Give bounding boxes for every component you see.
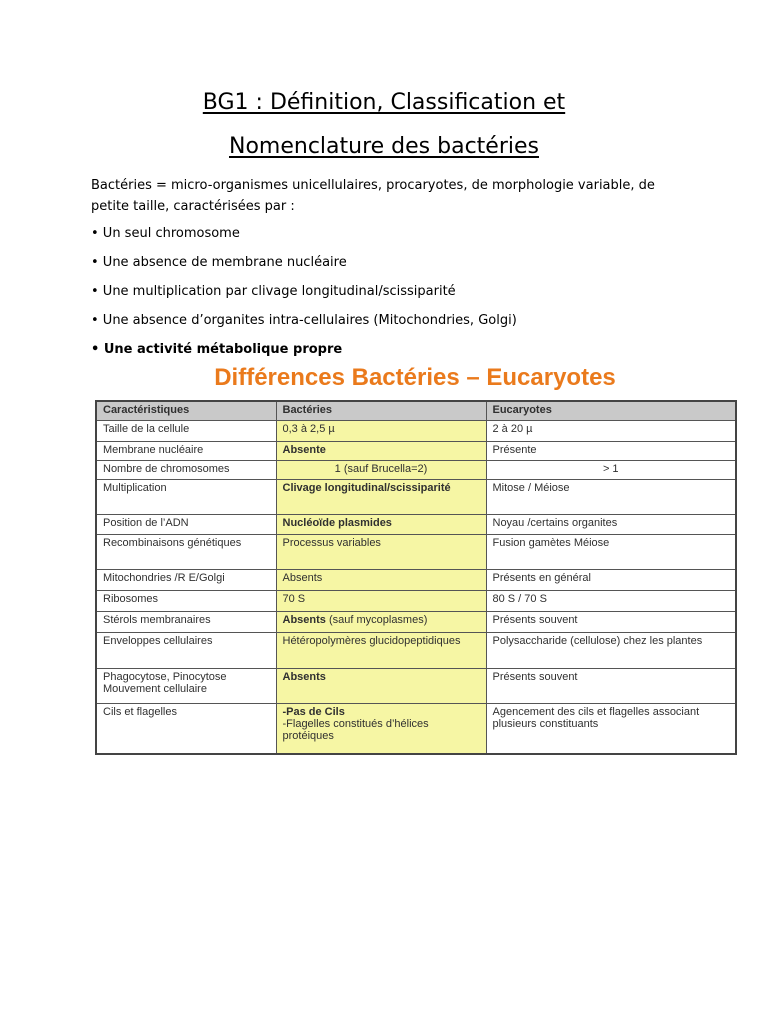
bacteria-line: -Pas de Cils: [282, 706, 345, 718]
table-row: [96, 421, 736, 442]
figure-heading: Différences Bactéries – Eucaryotes: [214, 364, 616, 391]
cell-characteristic: Recombinaisons génétiques: [96, 535, 276, 570]
list-item: • Une absence de membrane nucléaire: [91, 255, 347, 270]
cell-eukaryote: 80 S / 70 S: [486, 591, 736, 612]
table-row: [96, 442, 736, 461]
table-header-row: [96, 401, 736, 421]
table-row: [96, 535, 736, 570]
bacteria-line: -Flagelles constitués d’hélices protéiques: [282, 718, 429, 742]
table-row: [96, 515, 736, 535]
cell-bacteria: Hétéropolymères glucidopeptidiques: [276, 633, 486, 669]
list-item: • Une absence d’organites intra-cellulaires (Mitochondries, Golgi): [91, 313, 517, 328]
table-row: [96, 669, 736, 704]
cell-bacteria: Absents: [276, 669, 486, 704]
cell-bacteria: Nucléoïde plasmides: [276, 515, 486, 535]
cell-characteristic: Position de l’ADN: [96, 515, 276, 535]
cell-bacteria: Processus variables: [276, 535, 486, 570]
bacteria-value: Absents: [282, 614, 326, 626]
cell-bacteria: 70 S: [276, 591, 486, 612]
table-row: [96, 612, 736, 633]
cell-bacteria: Absents: [276, 570, 486, 591]
cell-eukaryote: Présents souvent: [486, 612, 736, 633]
cell-characteristic: Cils et flagelles: [96, 704, 276, 754]
cell-eukaryote: Fusion gamètes Méiose: [486, 535, 736, 570]
table-row: [96, 633, 736, 669]
column-header: Bactéries: [276, 401, 486, 421]
bacteria-note: (sauf mycoplasmes): [325, 614, 428, 626]
table-row: [96, 591, 736, 612]
cell-characteristic: Stérols membranaires: [96, 612, 276, 633]
cell-characteristic: [96, 669, 276, 704]
table-row: [96, 480, 736, 515]
comparison-table: [95, 400, 737, 755]
title-line-2: Nomenclature des bactéries: [229, 134, 539, 159]
cell-characteristic: Enveloppes cellulaires: [96, 633, 276, 669]
cell-characteristic: Nombre de chromosomes: [96, 461, 276, 480]
cell-eukaryote: > 1: [486, 461, 736, 480]
cell-characteristic: Multiplication: [96, 480, 276, 515]
cell-eukaryote: 2 à 20 µ: [486, 421, 736, 442]
list-item: • Une activité métabolique propre: [91, 342, 343, 357]
table-row: [96, 461, 736, 480]
cell-bacteria: [276, 612, 486, 633]
cell-bacteria: 0,3 à 2,5 µ: [276, 421, 486, 442]
column-header: Caractéristiques: [96, 401, 276, 421]
title-line-1: BG1 : Définition, Classification et: [202, 90, 566, 115]
table-row: [96, 704, 736, 754]
cell-characteristic: Membrane nucléaire: [96, 442, 276, 461]
cell-bacteria: [276, 704, 486, 754]
characteristic-line: Mouvement cellulaire: [103, 683, 207, 695]
cell-bacteria: Clivage longitudinal/scissiparité: [276, 480, 486, 515]
cell-eukaryote: Présents en général: [486, 570, 736, 591]
cell-characteristic: Ribosomes: [96, 591, 276, 612]
cell-eukaryote: Polysaccharide (cellulose) chez les plantes: [486, 633, 736, 669]
characteristic-line: Phagocytose, Pinocytose: [103, 671, 227, 683]
cell-bacteria: Absente: [276, 442, 486, 461]
cell-eukaryote: Agencement des cils et flagelles associant plusieurs constituants: [486, 704, 736, 754]
list-item: • Un seul chromosome: [91, 226, 240, 241]
table-row: [96, 570, 736, 591]
cell-eukaryote: Présente: [486, 442, 736, 461]
comparison-figure: [95, 363, 735, 742]
feature-list: [91, 224, 517, 369]
cell-eukaryote: Noyau /certains organites: [486, 515, 736, 535]
column-header: Eucaryotes: [486, 401, 736, 421]
cell-bacteria: 1 (sauf Brucella=2): [276, 461, 486, 480]
cell-eukaryote: Présents souvent: [486, 669, 736, 704]
intro-paragraph: Bactéries = micro-organismes unicellulaires, procaryotes, de morphologie variable, de petite taille, caractérisées par :: [91, 178, 655, 214]
cell-eukaryote: Mitose / Méiose: [486, 480, 736, 515]
cell-characteristic: Mitochondries /R E/Golgi: [96, 570, 276, 591]
list-item: • Une multiplication par clivage longitudinal/scissiparité: [91, 284, 456, 299]
cell-characteristic: Taille de la cellule: [96, 421, 276, 442]
